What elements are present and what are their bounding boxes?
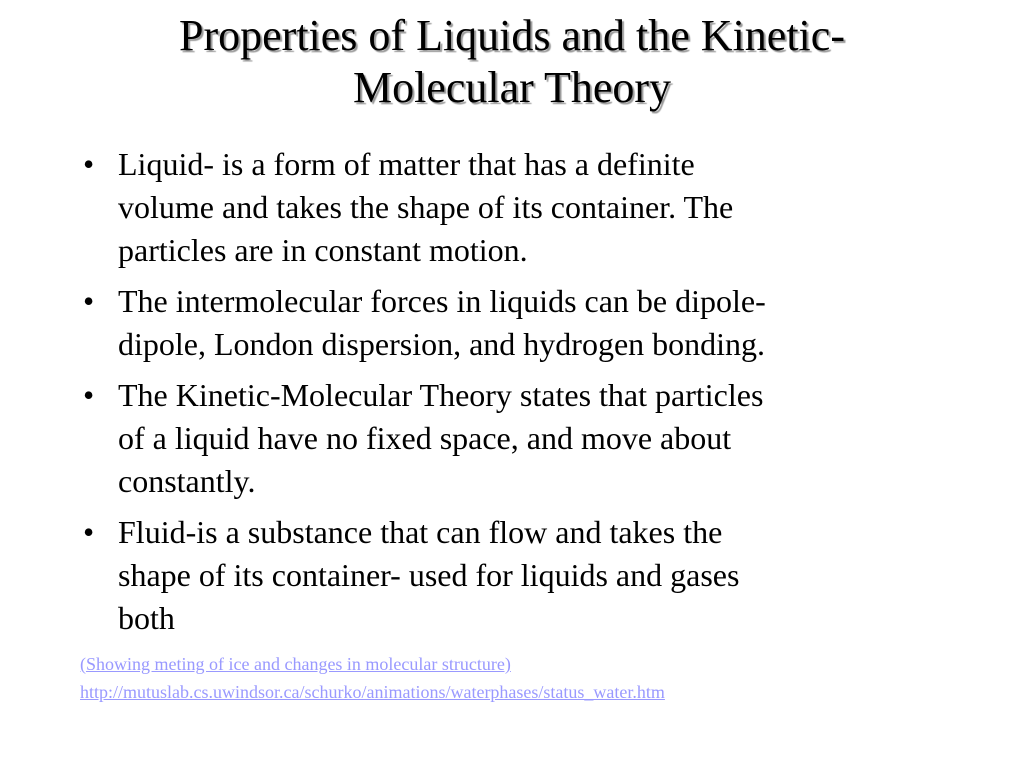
bullet-dot-icon: • (83, 146, 95, 182)
reference-links (80, 650, 980, 706)
animation-caption-link[interactable]: (Showing meting of ice and changes in molecular structure) (80, 654, 511, 674)
bullet-text-line: Liquid- is a form of matter that has a definite (118, 146, 695, 182)
bullet-list (78, 143, 958, 648)
slide-title-line-2: Molecular Theory (352, 63, 672, 112)
slide-title (60, 10, 964, 114)
bullet-text-line: dipole, London dispersion, and hydrogen bonding. (118, 326, 766, 362)
bullet-dot-icon: • (83, 283, 95, 319)
bullet-item (78, 374, 958, 503)
bullet-text-line: of a liquid have no fixed space, and move about (118, 420, 732, 456)
bullet-item (78, 511, 958, 640)
bullet-dot-icon: • (83, 514, 95, 550)
bullet-text-line: shape of its container- used for liquids and gases (118, 557, 740, 593)
animation-url-link[interactable]: http://mutuslab.cs.uwindsor.ca/schurko/animations/waterphases/status_water.htm (80, 682, 665, 702)
bullet-text-line: volume and takes the shape of its container. The (118, 189, 734, 225)
bullet-item (78, 143, 958, 272)
bullet-text-line: particles are in constant motion. (118, 232, 528, 268)
bullet-item (78, 280, 958, 366)
bullet-text-line: constantly. (118, 463, 256, 499)
slide-title-line-1: Properties of Liquids and the Kinetic- (179, 11, 845, 60)
bullet-text-line: Fluid-is a substance that can flow and takes the (118, 514, 723, 550)
bullet-text-line: The intermolecular forces in liquids can be dipole- (118, 283, 766, 319)
bullet-text-line: The Kinetic-Molecular Theory states that particles (118, 377, 764, 413)
bullet-text-line: both (118, 600, 175, 636)
bullet-dot-icon: • (83, 377, 95, 413)
